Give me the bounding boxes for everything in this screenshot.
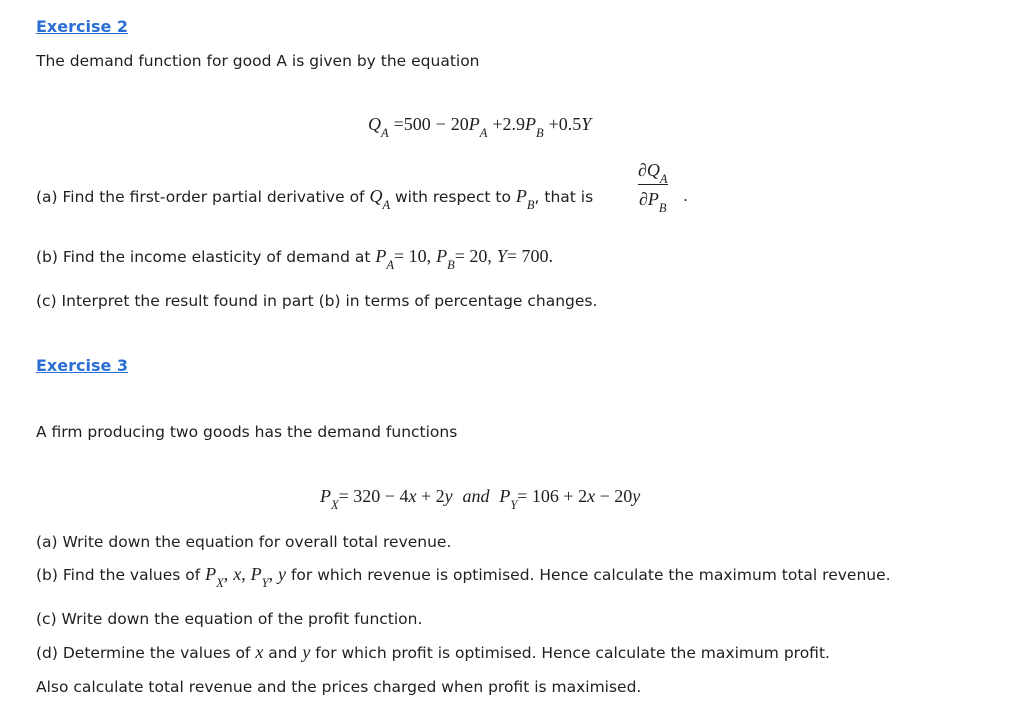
part-a-text3: that is: [539, 188, 594, 206]
exercise-3-part-d: [36, 642, 830, 663]
eq-y: Y: [581, 114, 592, 134]
part-a-q-sub: A: [382, 198, 391, 212]
eq-pb-sub: B: [536, 126, 544, 140]
ex3-d-text3: for which profit is optimised. Hence calculate the maximum profit.: [310, 644, 830, 662]
exercise-2-heading[interactable]: Exercise 2: [36, 17, 129, 36]
ex3-b-c2: ,: [241, 564, 246, 584]
exercise-3-heading[interactable]: Exercise 3: [36, 356, 129, 375]
part-b-pa-sub: A: [386, 258, 394, 272]
part-b-text1: (b) Find the income elasticity of demand at: [36, 248, 376, 266]
part-a-p: P: [515, 186, 527, 206]
part-b-y-val: = 700.: [506, 246, 553, 266]
frac-num: ∂Q: [638, 160, 660, 180]
eq-pa-sub: A: [479, 126, 488, 140]
eq3-px: P: [320, 486, 331, 506]
exercise-2-part-a: [36, 186, 594, 212]
frac-den-sub: B: [658, 201, 667, 215]
part-a-text2: with respect to: [390, 188, 516, 206]
eq-op2: +: [492, 114, 503, 134]
part-a-period: .: [683, 187, 688, 205]
eq3-py-rhs2: − 20: [595, 486, 633, 506]
eq3-x1: x: [408, 486, 417, 506]
eq3-y2: y: [632, 486, 641, 506]
part-a-text1: (a) Find the first-order partial derivative of: [36, 188, 370, 206]
part-a-q: Q: [369, 186, 383, 206]
ex3-b-x: x: [233, 564, 242, 584]
eq3-x2: x: [587, 486, 596, 506]
eq-pb: P: [525, 114, 536, 134]
ex3-d-text1: (d) Determine the values of: [36, 644, 256, 662]
ex3-b-py-sub: Y: [261, 576, 269, 590]
ex3-b-px-sub: X: [216, 576, 224, 590]
exercise-2-part-c: (c) Interpret the result found in part (b) in terms of percentage changes.: [36, 292, 598, 310]
ex3-b-c3: ,: [268, 564, 274, 584]
eq-const: 500: [403, 114, 431, 134]
eq-q: Q: [368, 114, 381, 134]
eq-equals: =: [393, 114, 404, 134]
exercise-3-closing: Also calculate total revenue and the prices charged when profit is maximised.: [36, 678, 642, 696]
part-a-p-sub: B: [526, 198, 535, 212]
part-b-pb-val: = 20,: [454, 246, 492, 266]
eq-op3: +: [548, 114, 559, 134]
exercise-2-intro: The demand function for good A is given by the equation: [36, 52, 480, 70]
demand-equation: [368, 114, 592, 140]
frac-num-sub: A: [659, 172, 668, 186]
part-b-pa: P: [375, 246, 387, 266]
ex3-b-y: y: [278, 564, 287, 584]
part-a-comma: ,: [534, 188, 540, 206]
eq-c3: 0.5: [558, 114, 582, 134]
eq3-px-rhs: = 320 − 4: [338, 486, 409, 506]
ex3-d-y: y: [302, 642, 311, 662]
exercise-3-intro: A firm producing two goods has the demand functions: [36, 423, 458, 441]
part-b-pb-sub: B: [447, 258, 455, 272]
frac-den: ∂P: [639, 189, 659, 209]
eq3-y1: y: [444, 486, 453, 506]
eq3-px-sub: X: [331, 498, 339, 512]
part-b-pa-val: = 10,: [393, 246, 432, 266]
exercise-3-part-a: (a) Write down the equation for overall total revenue.: [36, 533, 452, 551]
ex3-d-x: x: [255, 642, 264, 662]
exercise-3-part-b: [36, 564, 891, 590]
ex3-b-py: P: [250, 564, 262, 584]
eq-pa: P: [468, 114, 480, 134]
part-b-pb: P: [436, 246, 448, 266]
eq3-py: P: [499, 486, 511, 506]
eq-q-sub: A: [381, 126, 389, 140]
ex3-d-text2: and: [263, 644, 303, 662]
eq3-py-sub: Y: [510, 498, 518, 512]
exercise-3-part-c: (c) Write down the equation of the profit function.: [36, 610, 423, 628]
ex3-b-text1: (b) Find the values of: [36, 566, 206, 584]
ex3-b-text2: for which revenue is optimised. Hence calculate the maximum total revenue.: [286, 566, 891, 584]
eq3-and: and: [462, 486, 490, 506]
demand-functions-equation: [320, 486, 641, 512]
partial-derivative-fraction: [638, 160, 668, 215]
eq-c2: 2.9: [502, 114, 525, 134]
eq-c1: 20: [450, 114, 469, 134]
part-b-y: Y: [496, 246, 507, 266]
eq3-py-rhs: = 106 + 2: [517, 486, 588, 506]
ex3-b-px: P: [205, 564, 217, 584]
eq-op1: −: [435, 114, 446, 134]
exercise-2-part-b: [36, 246, 553, 272]
ex3-b-c1: ,: [223, 564, 229, 584]
eq3-px-rhs2: + 2: [416, 486, 445, 506]
